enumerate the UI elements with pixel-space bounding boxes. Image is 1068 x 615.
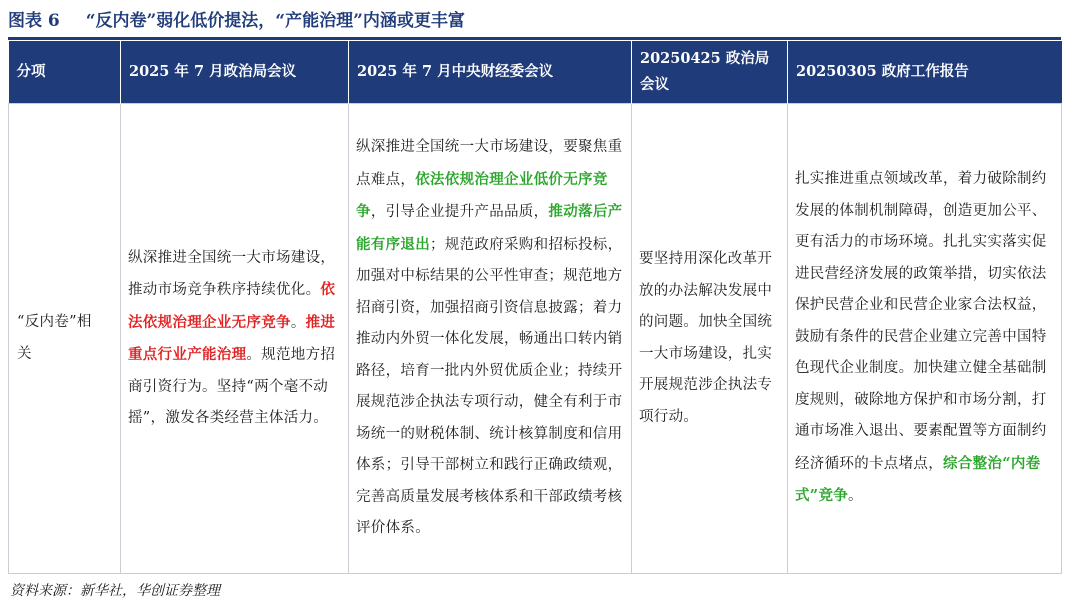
- cell-text: 扎实推进重点领域改革，着力破除制约发展的体制机制障碍，创造更加公平、更有活力的市场环境。扎扎实实落实促进民营经济发展的政策举措，切实依法保护民营企业和民营企业家合法权益，鼓励有条件的民营企业建立完善中国特色现代企业制度。加快建立健全基础制度规则，破除地方保护和市场分割，打通市场准入退出、要素配置等方面制约经济循环的卡点堵点，: [795, 171, 1047, 472]
- cell-text: 要坚持用深化改革开放的办法解决发展中的问题。加快全国统一大市场建设，扎实开展规范涉企执法专项行动。: [639, 251, 773, 425]
- figure-title: [8, 7, 465, 35]
- cell-text: ；规范政府采购和招标投标，加强对中标结果的公平性审查；规范地方招商引资，加强招商引资信息披露；着力推动内外贸一体化发展，畅通出口转内销路径，培育一批内外贸优质企业；持续开展规范涉企执法专项行动，健全有利于市场统一的财税体制、统计核算制度和信用体系；引导干部树立和践行正确政绩观，完善高质量发展考核体系和干部政绩考核评价体系。: [356, 236, 623, 537]
- header-cell: 20250425 政治局会议: [632, 41, 788, 104]
- header-cell: 2025 年 7 月政治局会议: [121, 41, 349, 104]
- policy-comparison-table: [8, 41, 1062, 574]
- highlight-text: 推动落后产能有序退出: [356, 203, 623, 253]
- cell-text: 。规范地方招商引资行为。坚持“两个毫不动摇”，激发各类经营主体活力。: [128, 347, 336, 426]
- cell-text: 。: [290, 314, 306, 331]
- header-cell: 分项: [9, 41, 121, 104]
- highlight-text: 依法依规治理企业低价无序竞争: [356, 170, 608, 221]
- table-header-row: [9, 41, 1062, 104]
- table-row: [9, 104, 1062, 574]
- header-cell: 2025 年 7 月中央财经委会议: [349, 41, 632, 104]
- row-label: “反内卷”相关: [9, 104, 121, 574]
- title-divider: [8, 37, 1061, 40]
- cell-politburo-jul-2025: [121, 104, 349, 574]
- cell-text: ，引导企业提升产品品质，: [370, 204, 549, 221]
- cell-text: 纵深推进全国统一大市场建设，要聚焦重点难点，: [356, 139, 623, 188]
- header-cell: 20250305 政府工作报告: [788, 41, 1062, 104]
- cell-gov-report-20250305: [788, 104, 1062, 574]
- highlight-text: 综合整治“内卷式”竞争: [795, 454, 1041, 505]
- highlight-text: 依法依规治理企业无序竞争: [128, 281, 336, 331]
- cell-politburo-20250425: [632, 104, 788, 574]
- cell-text: 。: [848, 488, 863, 505]
- figure-label: 图表 6: [8, 11, 60, 31]
- cell-cfeac-jul-2025: [349, 104, 632, 574]
- cell-text: 纵深推进全国统一大市场建设，推动市场竞争秩序持续优化。: [128, 249, 336, 298]
- highlight-text: 推进重点行业产能治理: [128, 313, 336, 363]
- figure-title-text: “反内卷”弱化低价提法，“产能治理”内涵或更丰富: [85, 11, 465, 31]
- source-note: 资料来源：新华社，华创证券整理: [10, 583, 220, 599]
